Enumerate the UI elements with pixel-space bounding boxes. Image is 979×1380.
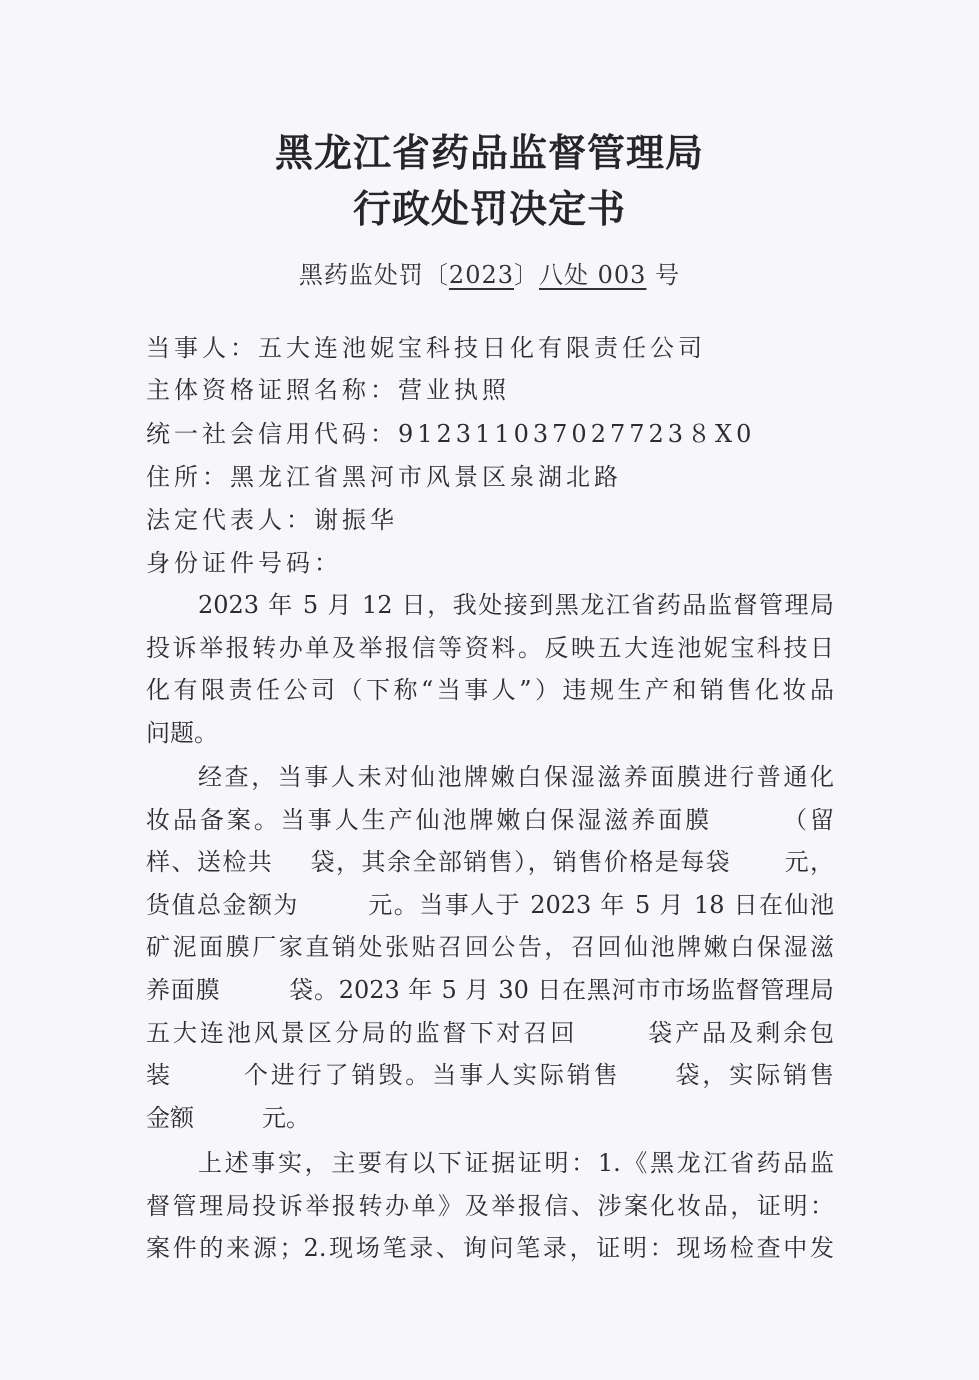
paragraph-line: 妆品备案。当事人生产仙池牌嫩白保湿滋养面膜 （留 [146, 805, 834, 834]
document-title-type: 行政处罚决定书 [352, 186, 626, 231]
doc-number-prefix: 黑药监处罚〔 [298, 261, 449, 289]
paragraph-line: 2023 年 5 月 12 日，我处接到黑龙江省药品监督管理局 [198, 591, 834, 619]
id-number: 身份证件号码： [146, 549, 342, 577]
paragraph-line: 化有限责任公司（下称“当事人”）违规生产和销售化妆品 [146, 676, 834, 705]
paragraph-line: 投诉举报转办单及举报信等资料。反映五大连池妮宝科技日 [146, 633, 834, 662]
paragraph-line: 样、送检共 袋，其余全部销售），销售价格是每袋 元， [146, 848, 834, 877]
address: 住所：黑龙江省黑河市风景区泉湖北路 [146, 463, 622, 491]
paragraph-line: 金额 元。 [146, 1103, 310, 1132]
party-name: 当事人：五大连池妮宝科技日化有限责任公司 [146, 334, 706, 362]
paragraph-investigation [146, 756, 834, 1139]
paragraph-complaint [146, 584, 834, 754]
paragraph-line: 货值总金额为 元。当事人于 2023 年 5 月 18 日在仙池 [146, 890, 834, 919]
doc-number-code: 八处 003 [539, 261, 647, 289]
license-name: 主体资格证照名称：营业执照 [146, 376, 510, 404]
legal-representative: 法定代表人：谢振华 [146, 506, 398, 534]
paragraph-line: 上述事实，主要有以下证据证明：1.《黑龙江省药品监 [198, 1149, 834, 1177]
paragraph-line: 装 个进行了销毁。当事人实际销售 袋，实际销售 [146, 1061, 834, 1090]
paragraph-evidence [146, 1142, 834, 1270]
paragraph-line: 督管理局投诉举报转办单》及举报信、涉案化妆品，证明： [146, 1191, 834, 1220]
paragraph-line: 养面膜 袋。2023 年 5 月 30 日在黑河市市场监督管理局 [146, 975, 834, 1004]
doc-number-year: 2023 [448, 261, 514, 289]
doc-number-bracket: 〕 [514, 261, 539, 289]
paragraph-line: 五大连池风景区分局的监督下对召回 袋产品及剩余包 [146, 1018, 834, 1047]
paragraph-line: 经查，当事人未对仙池牌嫩白保湿滋养面膜进行普通化 [198, 763, 834, 791]
document-title-agency: 黑龙江省药品监督管理局 [274, 130, 704, 175]
paragraph-line: 矿泥面膜厂家直销处张贴召回公告，召回仙池牌嫩白保湿滋 [146, 933, 834, 962]
paragraph-line: 案件的来源；2.现场笔录、询问笔录，证明：现场检查中发 [146, 1234, 834, 1263]
credit-code: 统一社会信用代码：912311037027723８X0 [146, 420, 756, 448]
doc-number-suffix: 号 [646, 261, 681, 289]
document-number [0, 255, 979, 290]
paragraph-line: 问题。 [146, 718, 218, 747]
